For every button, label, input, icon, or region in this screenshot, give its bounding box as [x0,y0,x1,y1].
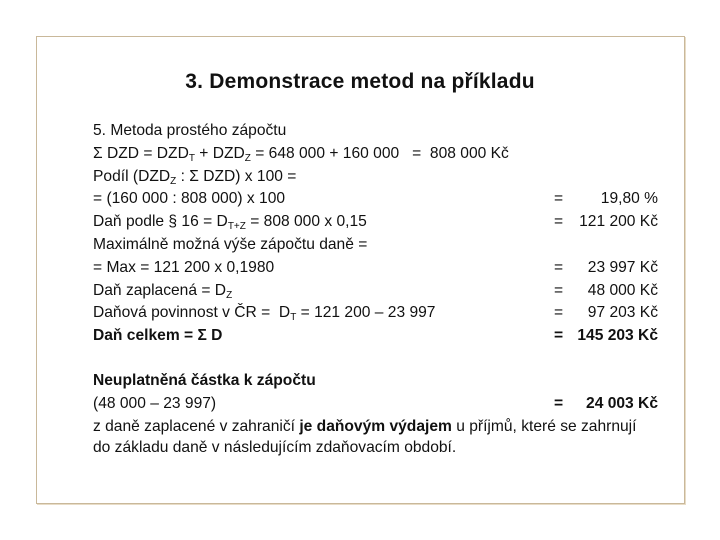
unused-calc-text: (48 000 – 23 997) [93,394,217,412]
unused-note-part-a: z daně zaplacené v zahraničí [93,417,300,435]
tax-liability-value: 97 203 Kč [587,304,658,322]
line-share-part-b: : Σ DZD) x 100 = [176,167,297,185]
unused-note-emphasis: je daňovým výdajem [299,417,452,435]
equals-sign: = [554,213,564,231]
tax-paid-value: 48 000 Kč [587,281,658,299]
subscript-z: Z [226,289,233,301]
equals-sign: = [554,304,564,322]
line-tax-16 [93,211,658,234]
line-tax-16-part-a: Daň podle § 16 = D [93,213,228,231]
line-sum-dzd [93,143,658,166]
line-tax-liability-part-b: = 121 200 – 23 997 [296,304,436,322]
equals-sign: = [554,281,564,299]
line-max-credit: Maximálně možná výše zápočtu daně = [93,235,368,253]
tax-16-value: 121 200 Kč [579,213,658,231]
line-sum-dzd-part-c: = 648 000 + 160 000 = 808 000 Kč [250,144,509,162]
unused-value: 24 003 Kč [586,394,658,412]
slide-content [93,120,658,458]
line-share [93,166,658,189]
line-tax-liability-part-a: Daňová povinnost v ČR = D [93,304,291,322]
line-max-calc-text: = Max = 121 200 x 0,1980 [93,258,275,276]
line-sum-dzd-part-b: + DZD [194,144,245,162]
equals-sign: = [554,190,564,208]
line-share-calc-text: = (160 000 : 808 000) x 100 [93,190,286,208]
line-tax-16-part-b: = 808 000 x 0,15 [245,213,367,231]
max-credit-value: 23 997 Kč [587,258,658,276]
subscript-z: Z [244,152,251,164]
line-tax-liability [93,302,658,325]
method-heading: 5. Metoda prostého zápočtu [93,122,287,139]
subscript-z: Z [170,175,177,187]
equals-sign: = [554,327,564,345]
tax-total-value: 145 203 Kč [577,327,658,345]
slide-title: 3. Demonstrace metod na příkladu [185,70,535,93]
equals-sign: = [554,394,564,412]
subscript-t: T [290,312,297,324]
line-share-calc [93,188,658,211]
line-tax-total-text: Daň celkem = Σ D [93,327,223,345]
unused-heading: Neuplatněná částka k zápočtu [93,371,316,389]
line-tax-total [93,325,658,348]
line-sum-dzd-part-a: Σ DZD = DZD [93,144,189,162]
line-share-part-a: Podíl (DZD [93,167,171,185]
share-value: 19,80 % [600,190,658,208]
equals-sign: = [554,258,564,276]
unused-note-part-c: u příjmů, které se zahrnují do základu daně v následujícím zdaňovacím období. [93,417,637,456]
line-tax-paid-text: Daň zaplacená = D [93,281,227,299]
spacer [93,348,658,370]
subscript-t: T [188,152,195,164]
unused-calc [93,393,658,416]
line-tax-paid [93,280,658,303]
line-max-calc [93,257,658,280]
subscript-tz: T+Z [227,221,246,233]
unused-note [93,416,658,458]
